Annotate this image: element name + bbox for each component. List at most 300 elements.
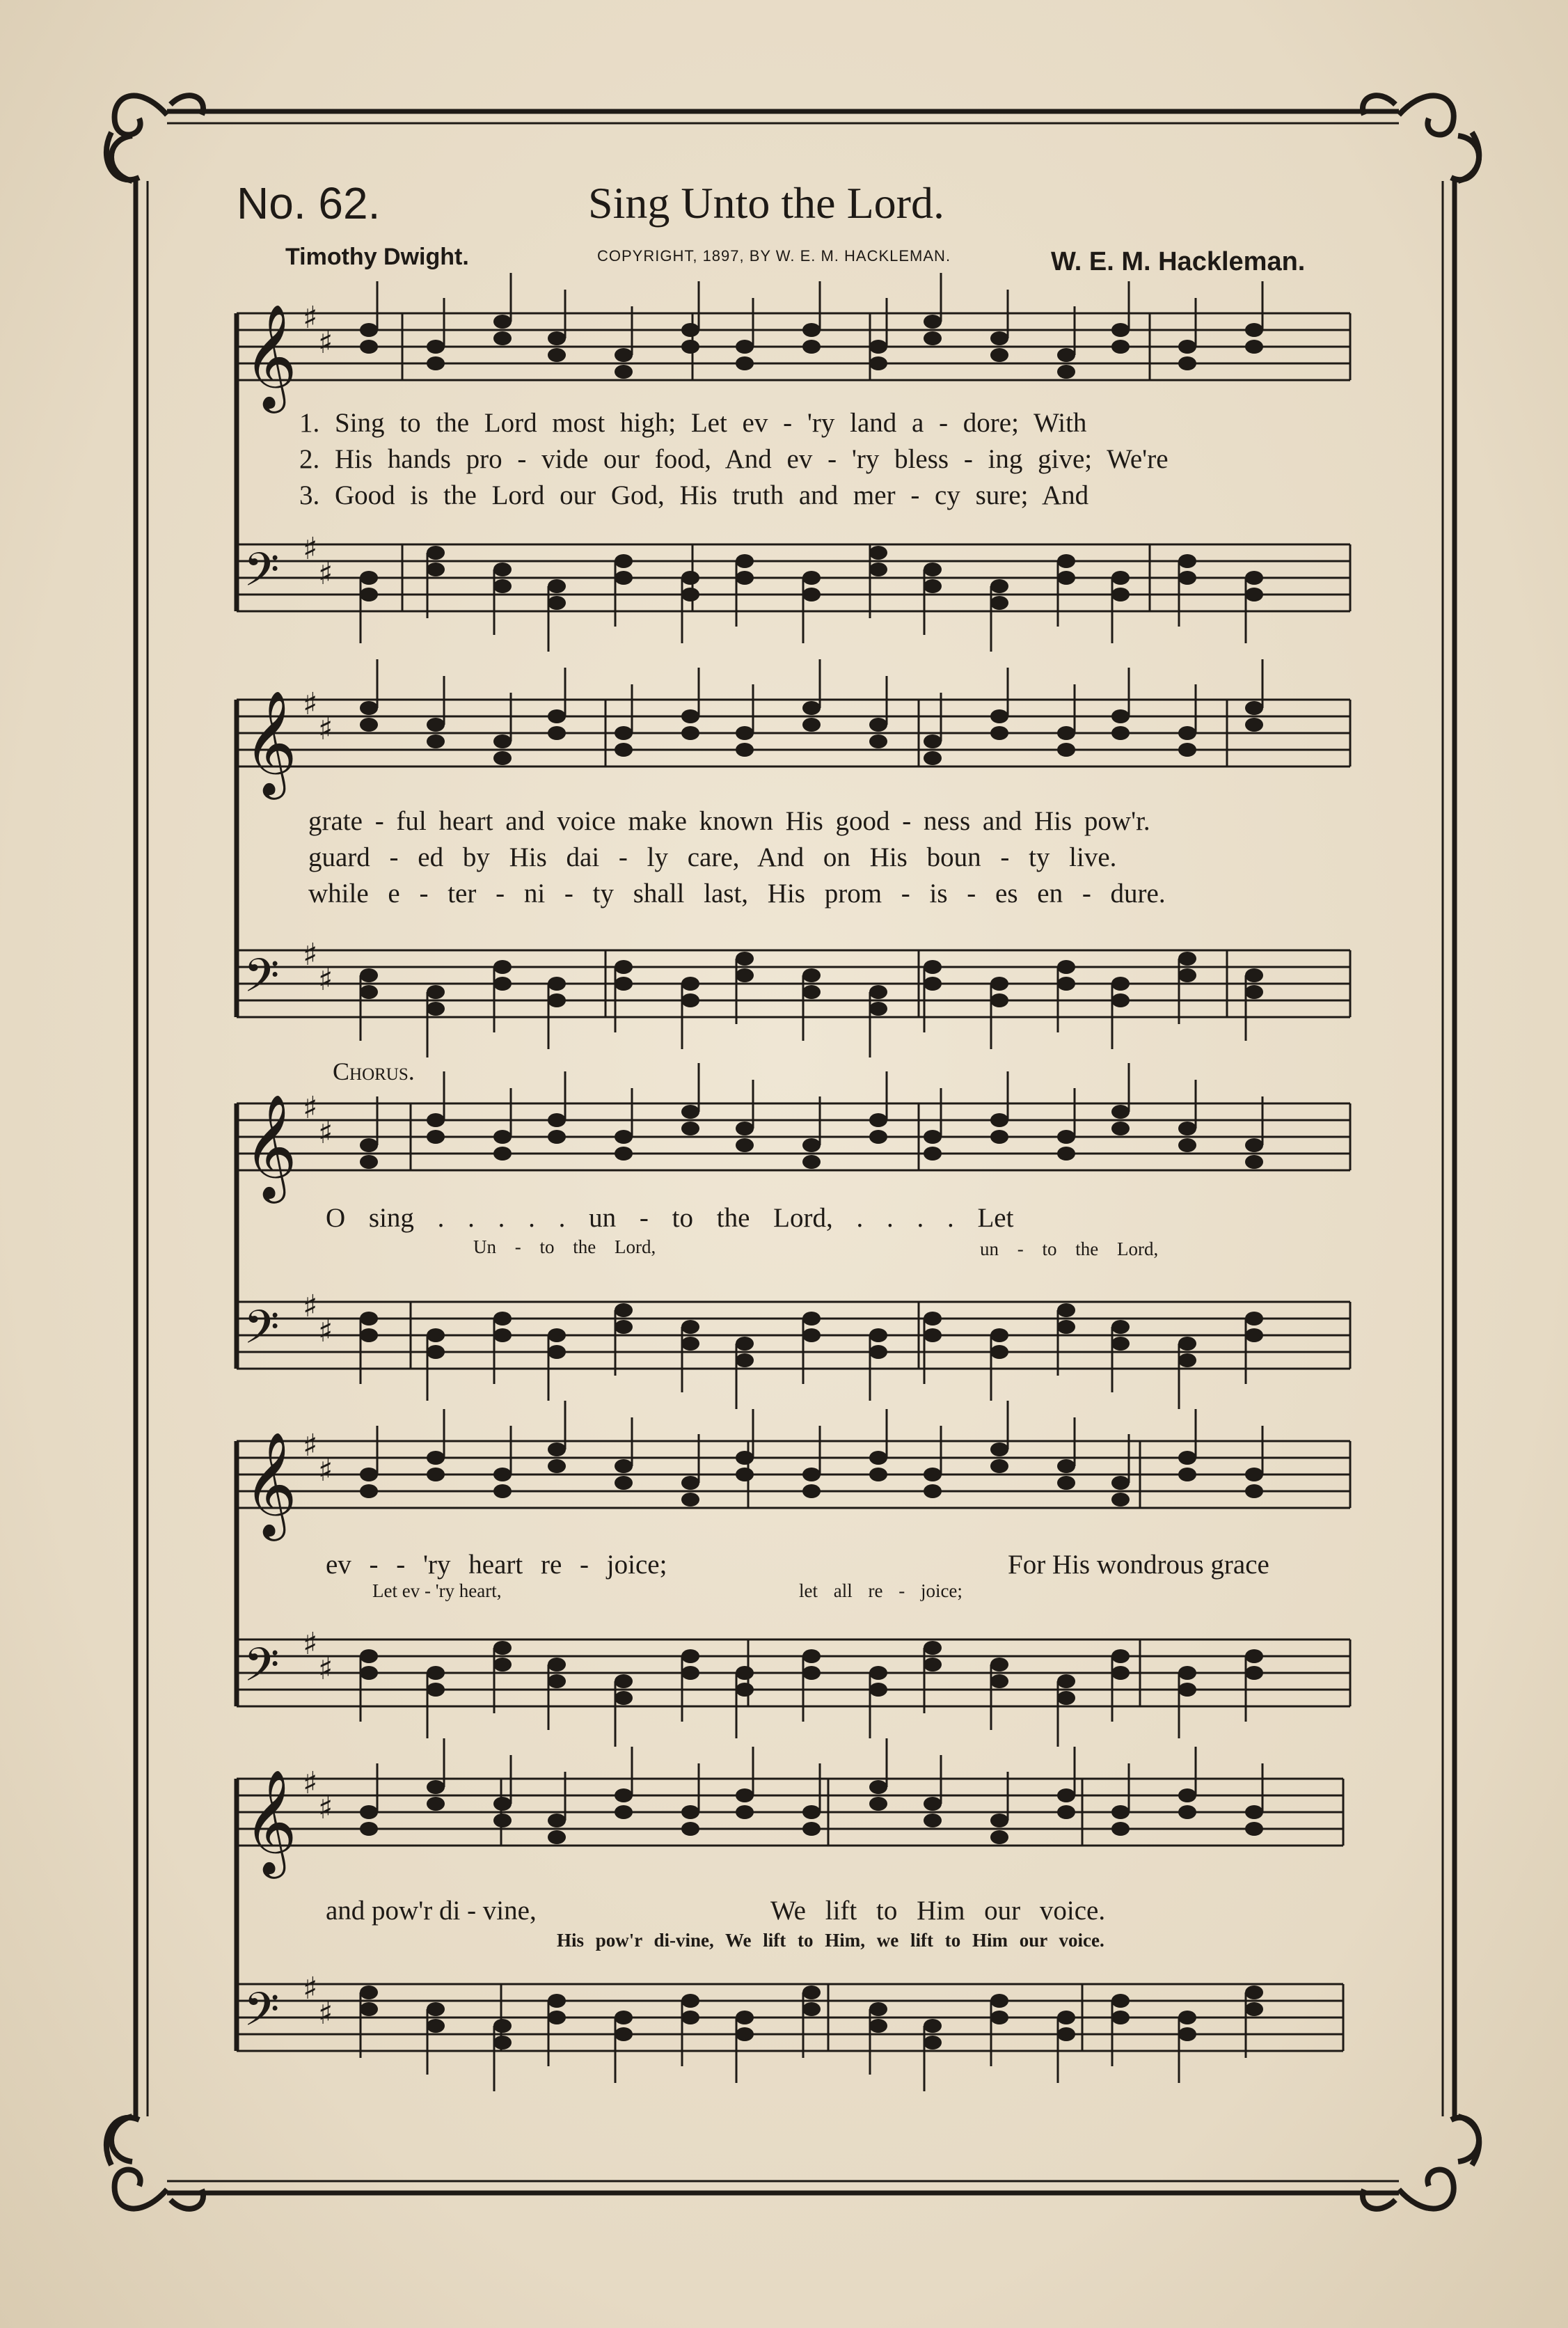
note-head (1178, 1353, 1196, 1367)
note-head (548, 1658, 566, 1672)
note-head (1111, 977, 1130, 991)
note-head (869, 356, 887, 370)
note-head (615, 1130, 633, 1144)
note-head (493, 579, 512, 593)
note-head (802, 1805, 821, 1819)
note-head (1057, 1147, 1075, 1161)
sharp-sign: ♯ (303, 300, 318, 336)
note-head (360, 718, 378, 732)
note-head (681, 571, 699, 585)
note-head (360, 1468, 378, 1481)
note-head (1057, 2011, 1075, 2024)
note-head (1178, 2027, 1196, 2041)
treble-clef: 𝄞 (244, 1093, 297, 1199)
note-head (990, 1814, 1008, 1827)
note-head (1057, 365, 1075, 379)
note-head (493, 1658, 512, 1672)
note-head (802, 1328, 821, 1342)
note-head (681, 1476, 699, 1490)
note-head (1057, 571, 1075, 585)
note-head (1057, 1674, 1075, 1688)
note-head (427, 1797, 445, 1811)
note-head (1245, 1822, 1263, 1836)
note-head (924, 1797, 942, 1811)
note-head (1178, 554, 1196, 568)
staff-3 (237, 686, 1350, 800)
note-head (1245, 1138, 1263, 1152)
bass-clef: 𝄢 (244, 1983, 280, 2047)
note-head (1111, 1320, 1130, 1334)
note-head (615, 2027, 633, 2041)
note-head (360, 1138, 378, 1152)
note-head (924, 315, 942, 329)
note-head (1245, 1312, 1263, 1326)
note-head (1111, 1337, 1130, 1351)
note-head (548, 1674, 566, 1688)
note-head (427, 985, 445, 999)
sharp-sign: ♯ (318, 1314, 333, 1350)
note-head (990, 1994, 1008, 2008)
note-head (1178, 1666, 1196, 1680)
note-head (869, 546, 887, 560)
chorus-bass-line-1b: un - to the Lord, (980, 1238, 1159, 1259)
bass-clef: 𝄢 (244, 1300, 280, 1365)
note-head (1057, 348, 1075, 362)
note-head (990, 1442, 1008, 1456)
note-head (924, 960, 942, 974)
note-head (802, 1649, 821, 1663)
note-head (1111, 340, 1130, 354)
note-head (1245, 968, 1263, 982)
note-head (1245, 985, 1263, 999)
note-head (924, 1328, 942, 1342)
note-head (802, 1155, 821, 1169)
note-head (615, 1459, 633, 1473)
note-head (681, 1822, 699, 1836)
sharp-sign: ♯ (303, 531, 318, 567)
note-head (802, 340, 821, 354)
note-head (548, 726, 566, 740)
note-head (681, 1805, 699, 1819)
note-head (1057, 1303, 1075, 1317)
corner-ornament-top-right (1363, 95, 1479, 181)
note-head (1111, 323, 1130, 337)
note-head (360, 968, 378, 982)
note-head (615, 1320, 633, 1334)
note-head (924, 1468, 942, 1481)
sharp-sign: ♯ (303, 1428, 318, 1464)
note-head (1111, 571, 1130, 585)
note-head (548, 709, 566, 723)
note-head (924, 1641, 942, 1655)
note-head (869, 1002, 887, 1016)
note-head (990, 331, 1008, 345)
note-head (869, 1797, 887, 1811)
note-head (360, 1666, 378, 1680)
note-head (427, 1130, 445, 1144)
note-head (360, 588, 378, 601)
note-head (427, 563, 445, 576)
note-head (1111, 1822, 1130, 1836)
note-head (615, 554, 633, 568)
note-head (548, 993, 566, 1007)
note-head (360, 701, 378, 715)
note-head (736, 1805, 754, 1819)
note-head (427, 2019, 445, 2033)
note-head (493, 1641, 512, 1655)
hymn-composer: W. E. M. Hackleman. (1051, 247, 1306, 276)
note-head (736, 1468, 754, 1481)
sharp-sign: ♯ (303, 686, 318, 723)
note-head (736, 1788, 754, 1802)
sharp-sign: ♯ (303, 1289, 318, 1325)
note-head (924, 1312, 942, 1326)
note-head (1178, 1683, 1196, 1697)
note-head (736, 726, 754, 740)
note-head (493, 331, 512, 345)
note-head (869, 1468, 887, 1481)
note-head (736, 2011, 754, 2024)
note-head (736, 554, 754, 568)
note-head (802, 571, 821, 585)
note-head (681, 340, 699, 354)
note-head (1245, 571, 1263, 585)
note-head (615, 365, 633, 379)
note-head (736, 1337, 754, 1351)
verse-2-line-1: 2. His hands pro - vide our food, And ev - 'ry bless - ing give; We're (299, 444, 1169, 474)
note-head (1111, 1105, 1130, 1119)
verse-1-line-2: grate - ful heart and voice make known His good - ness and His pow'r. (308, 806, 1150, 836)
verse-3-line-2: while e - ter - ni - ty shall last, His prom - is - es en - dure. (308, 879, 1166, 909)
sharp-sign: ♯ (303, 937, 318, 973)
sharp-sign: ♯ (318, 711, 333, 748)
chorus-line-1: O sing . . . . . un - to the Lord, . . . . Let (326, 1203, 1014, 1233)
staff-7 (237, 1428, 1350, 1541)
note-head (869, 1666, 887, 1680)
note-head (802, 985, 821, 999)
note-head (493, 751, 512, 765)
note-head (736, 1666, 754, 1680)
note-head (1178, 340, 1196, 354)
note-head (1178, 1122, 1196, 1135)
note-head (548, 331, 566, 345)
note-head (427, 1002, 445, 1016)
note-head (1178, 356, 1196, 370)
note-head (681, 588, 699, 601)
note-head (1245, 340, 1263, 354)
note-head (493, 1797, 512, 1811)
staff-10 (237, 1971, 1343, 2051)
note-head (681, 1666, 699, 1680)
note-head (1111, 1493, 1130, 1507)
treble-clef: 𝄞 (244, 1768, 297, 1874)
note-head (493, 563, 512, 576)
note-head (990, 726, 1008, 740)
note-head (924, 1658, 942, 1672)
chorus-line-3b: We lift to Him our voice. (770, 1896, 1106, 1926)
note-head (548, 596, 566, 610)
note-head (924, 563, 942, 576)
note-head (615, 1674, 633, 1688)
copyright-notice: COPYRIGHT, 1897, BY W. E. M. HACKLEMAN. (597, 247, 951, 265)
note-head (990, 1345, 1008, 1359)
note-head (427, 1113, 445, 1127)
note-head (548, 1830, 566, 1844)
note-head (1111, 1649, 1130, 1663)
note-head (615, 977, 633, 991)
note-head (681, 993, 699, 1007)
note-head (548, 2011, 566, 2024)
note-head (681, 1994, 699, 2008)
note-head (493, 1814, 512, 1827)
hymn-author: Timothy Dwight. (285, 244, 469, 270)
note-head (681, 709, 699, 723)
note-head (360, 1328, 378, 1342)
note-head (990, 1459, 1008, 1473)
bass-clef: 𝄢 (244, 1638, 280, 1703)
note-head (802, 968, 821, 982)
note-head (1245, 718, 1263, 732)
note-head (360, 2002, 378, 2016)
note-head (1111, 1666, 1130, 1680)
note-head (990, 1674, 1008, 1688)
note-head (736, 1138, 754, 1152)
staff-9 (237, 1765, 1343, 1879)
note-head (493, 1130, 512, 1144)
note-head (427, 1345, 445, 1359)
note-head (427, 1780, 445, 1794)
note-head (869, 2002, 887, 2016)
note-head (493, 1312, 512, 1326)
note-head (990, 1113, 1008, 1127)
note-head (802, 1468, 821, 1481)
hymn-number: No. 62. (237, 178, 381, 228)
note-head (869, 718, 887, 732)
chorus-line-2a: ev - - 'ry heart re - joice; (326, 1550, 667, 1580)
note-head (736, 571, 754, 585)
note-head (1057, 554, 1075, 568)
note-head (1245, 1155, 1263, 1169)
note-head (869, 1780, 887, 1794)
note-head (615, 726, 633, 740)
corner-ornament-top-left (106, 95, 203, 181)
note-head (548, 1814, 566, 1827)
note-head (802, 1822, 821, 1836)
note-head (1245, 588, 1263, 601)
note-head (990, 2011, 1008, 2024)
note-head (493, 1468, 512, 1481)
note-head (736, 2027, 754, 2041)
note-head (1178, 1451, 1196, 1465)
note-head (869, 734, 887, 748)
note-head (1178, 1337, 1196, 1351)
note-head (802, 323, 821, 337)
note-head (1178, 952, 1196, 966)
note-head (360, 1822, 378, 1836)
note-head (493, 2036, 512, 2050)
note-head (1111, 1994, 1130, 2008)
verse-3-line-1: 3. Good is the Lord our God, His truth and mer - cy sure; And (299, 480, 1089, 510)
staff-2 (237, 531, 1350, 611)
note-head (1245, 1484, 1263, 1498)
note-head (427, 356, 445, 370)
note-head (1111, 1476, 1130, 1490)
note-head (736, 1451, 754, 1465)
note-head (493, 315, 512, 329)
note-head (427, 718, 445, 732)
note-head (924, 1130, 942, 1144)
note-head (802, 1138, 821, 1152)
note-head (1057, 743, 1075, 757)
note-head (1245, 1805, 1263, 1819)
sharp-sign: ♯ (303, 1971, 318, 2007)
note-head (990, 596, 1008, 610)
note-head (548, 1459, 566, 1473)
note-head (615, 348, 633, 362)
note-head (736, 356, 754, 370)
note-head (869, 1113, 887, 1127)
note-head (1111, 1805, 1130, 1819)
note-head (1245, 1649, 1263, 1663)
note-head (548, 1345, 566, 1359)
note-head (615, 1147, 633, 1161)
note-head (736, 1683, 754, 1697)
note-head (360, 323, 378, 337)
note-head (681, 2011, 699, 2024)
note-head (1057, 1691, 1075, 1705)
note-head (924, 2036, 942, 2050)
note-head (360, 1484, 378, 1498)
note-head (1057, 2027, 1075, 2041)
note-head (1245, 2002, 1263, 2016)
note-head (493, 1328, 512, 1342)
note-head (990, 709, 1008, 723)
note-head (869, 563, 887, 576)
note-head (493, 1484, 512, 1498)
note-head (736, 743, 754, 757)
note-head (548, 579, 566, 593)
note-head (1178, 571, 1196, 585)
note-head (427, 2002, 445, 2016)
note-head (924, 1484, 942, 1498)
note-head (924, 734, 942, 748)
note-head (681, 1320, 699, 1334)
sharp-sign: ♯ (303, 1765, 318, 1802)
sharp-sign: ♯ (318, 325, 333, 361)
staff-1 (237, 300, 1350, 414)
note-head (802, 1484, 821, 1498)
sharp-sign: ♯ (303, 1090, 318, 1126)
note-head (1178, 1805, 1196, 1819)
note-head (548, 977, 566, 991)
note-head (615, 743, 633, 757)
note-head (802, 1312, 821, 1326)
note-head (924, 331, 942, 345)
note-head (681, 1122, 699, 1135)
chorus-bass-line-1a: Un - to the Lord, (473, 1236, 656, 1257)
music-notes (360, 273, 1263, 2091)
bass-clef: 𝄢 (244, 543, 280, 608)
note-head (1057, 960, 1075, 974)
note-head (427, 1683, 445, 1697)
note-head (924, 751, 942, 765)
note-head (360, 1312, 378, 1326)
note-head (1057, 726, 1075, 740)
note-head (493, 2019, 512, 2033)
note-head (1111, 709, 1130, 723)
note-head (548, 1328, 566, 1342)
note-head (802, 588, 821, 601)
verse-1-line-1: 1. Sing to the Lord most high; Let ev - 'ry land a - dore; With (299, 408, 1087, 438)
note-head (802, 718, 821, 732)
note-head (990, 1658, 1008, 1672)
treble-clef: 𝄞 (244, 689, 297, 795)
note-head (681, 1649, 699, 1663)
note-head (427, 546, 445, 560)
note-head (360, 571, 378, 585)
note-head (924, 2019, 942, 2033)
note-head (360, 985, 378, 999)
note-head (736, 1353, 754, 1367)
note-head (736, 1122, 754, 1135)
note-head (1057, 1788, 1075, 1802)
note-head (1111, 588, 1130, 601)
note-head (802, 1985, 821, 1999)
note-head (1245, 323, 1263, 337)
sharp-sign: ♯ (318, 1115, 333, 1151)
note-head (736, 340, 754, 354)
note-head (924, 977, 942, 991)
note-head (736, 968, 754, 982)
note-head (427, 1468, 445, 1481)
note-head (360, 1985, 378, 1999)
note-head (360, 1805, 378, 1819)
sharp-sign: ♯ (318, 556, 333, 592)
sharp-sign: ♯ (318, 962, 333, 998)
verse-2-line-2: guard - ed by His dai - ly care, And on His boun - ty live. (308, 842, 1117, 872)
note-head (681, 1105, 699, 1119)
note-head (990, 977, 1008, 991)
note-head (1245, 1328, 1263, 1342)
note-head (1057, 1459, 1075, 1473)
note-head (681, 1493, 699, 1507)
note-head (1111, 2011, 1130, 2024)
note-head (427, 734, 445, 748)
note-head (1178, 2011, 1196, 2024)
note-head (869, 1130, 887, 1144)
note-head (615, 1805, 633, 1819)
note-head (1245, 1985, 1263, 1999)
note-head (427, 1328, 445, 1342)
note-head (427, 1451, 445, 1465)
note-head (1178, 743, 1196, 757)
chorus-bass-line-2b: let all re - joice; (799, 1580, 963, 1601)
hymn-title: Sing Unto the Lord. (588, 178, 944, 228)
note-head (360, 340, 378, 354)
note-head (1178, 968, 1196, 982)
note-head (990, 579, 1008, 593)
note-head (990, 1130, 1008, 1144)
note-head (1057, 977, 1075, 991)
note-head (1178, 1468, 1196, 1481)
note-head (1245, 701, 1263, 715)
note-head (924, 1814, 942, 1827)
note-head (1245, 1468, 1263, 1481)
note-head (615, 571, 633, 585)
note-head (360, 1649, 378, 1663)
note-head (1057, 1805, 1075, 1819)
note-head (615, 2011, 633, 2024)
